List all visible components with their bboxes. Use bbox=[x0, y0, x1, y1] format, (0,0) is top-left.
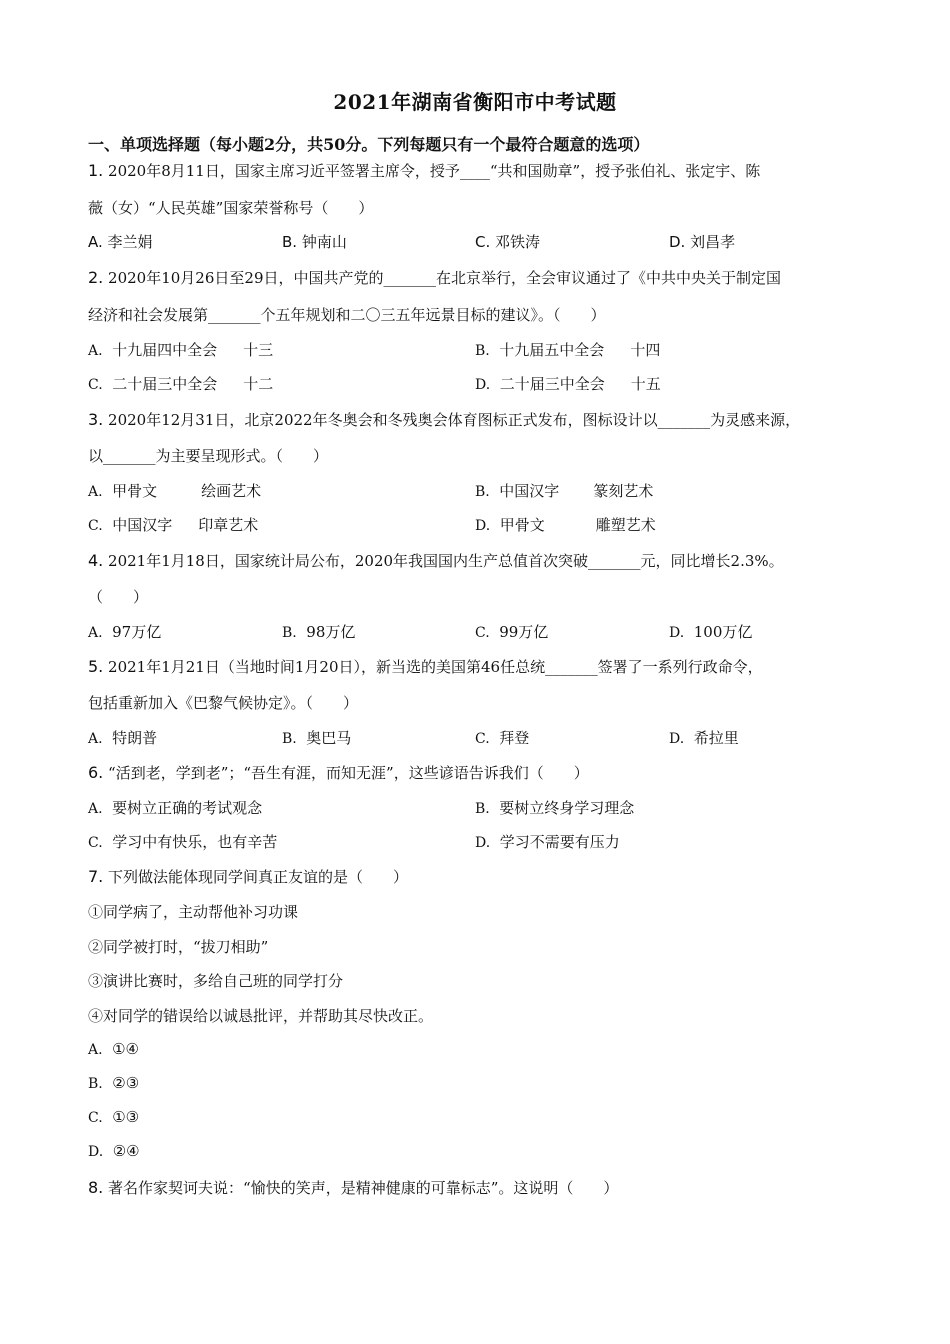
question-text: 下列做法能体现同学间真正友谊的是（ ） bbox=[108, 868, 409, 886]
question-8-line-1 bbox=[88, 1177, 618, 1198]
q7-option-c[interactable] bbox=[88, 1108, 139, 1126]
q1-option-d[interactable] bbox=[669, 231, 735, 252]
page-title: 2021年湖南省衡阳市中考试题 bbox=[333, 90, 617, 114]
question-text: 著名作家契诃夫说：“愉快的笑声，是精神健康的可靠标志”。这说明（ ） bbox=[108, 1179, 619, 1197]
option-letter: A. bbox=[88, 1042, 103, 1058]
q4-option-c[interactable] bbox=[475, 621, 548, 642]
option-text: 甲骨文 bbox=[499, 516, 545, 534]
question-4-line-2: （ ） bbox=[88, 588, 149, 606]
question-text: 2020年12月31日，北京2022年冬奥会和冬残奥会体育图标正式发布，图标设计以_______为灵感来源， bbox=[108, 411, 801, 429]
q2-option-b[interactable] bbox=[475, 339, 660, 360]
option-text: ②④ bbox=[112, 1142, 140, 1160]
q2-option-a[interactable] bbox=[88, 339, 273, 360]
q7-option-d[interactable] bbox=[88, 1142, 140, 1160]
option-text: 中国汉字 bbox=[112, 516, 173, 534]
option-text: 要树立正确的考试观念 bbox=[112, 799, 263, 817]
q1-option-b[interactable] bbox=[282, 231, 347, 252]
q3-option-d[interactable] bbox=[475, 514, 656, 535]
q6-option-b[interactable] bbox=[475, 797, 634, 818]
question-5-line-1 bbox=[88, 656, 763, 677]
q5-option-a[interactable] bbox=[88, 727, 157, 748]
question-number: 1. bbox=[88, 161, 104, 180]
q1-option-c[interactable] bbox=[475, 231, 540, 252]
option-text: 学习中有快乐，也有辛苦 bbox=[112, 833, 278, 851]
q4-option-b[interactable] bbox=[282, 621, 355, 642]
question-1-line-1 bbox=[88, 160, 760, 181]
option-text-2: 绘画艺术 bbox=[201, 482, 262, 500]
question-7-item: ①同学病了，主动帮他补习功课 bbox=[88, 903, 299, 921]
option-letter: D. bbox=[475, 518, 491, 534]
option-text: 邓铁涛 bbox=[495, 233, 541, 251]
question-text: 2021年1月21日（当地时间1月20日），新当选的美国第46任总统_______签署了一系列行政命令， bbox=[108, 658, 763, 676]
option-text: 甲骨文 bbox=[112, 482, 158, 500]
q2-option-d[interactable] bbox=[475, 373, 661, 394]
question-3-line-2: 以_______为主要呈现形式。（ ） bbox=[88, 447, 329, 465]
option-letter: B. bbox=[282, 625, 297, 641]
question-3-line-1 bbox=[88, 409, 800, 430]
question-text: 2020年8月11日，国家主席习近平签署主席令，授予____“共和国勋章”，授予张伯礼、张定宇、陈 bbox=[108, 162, 761, 180]
question-text: “活到老，学到老”；“吾生有涯，而知无涯”，这些谚语告诉我们（ ） bbox=[108, 764, 589, 782]
option-letter: D. bbox=[88, 1144, 104, 1160]
option-letter: D. bbox=[669, 625, 685, 641]
q5-option-d[interactable] bbox=[669, 727, 739, 748]
option-letter: A. bbox=[88, 233, 103, 251]
option-letter: C. bbox=[88, 1110, 103, 1126]
question-number: 6. bbox=[88, 763, 104, 782]
option-text: ①③ bbox=[112, 1108, 140, 1126]
option-letter: B. bbox=[282, 731, 297, 747]
option-letter: C. bbox=[475, 731, 490, 747]
option-letter: D. bbox=[475, 377, 491, 393]
option-text: 钟南山 bbox=[301, 233, 347, 251]
option-letter: A. bbox=[88, 343, 103, 359]
section-heading: 一、单项选择题（每小题2分，共50分。下列每题只有一个最符合题意的选项） bbox=[88, 135, 650, 154]
q3-option-b[interactable] bbox=[475, 480, 653, 501]
question-7-item: ③演讲比赛时，多给自己班的同学打分 bbox=[88, 972, 344, 990]
option-letter: D. bbox=[669, 731, 685, 747]
question-7-item: ④对同学的错误给以诚恳批评，并帮助其尽快改正。 bbox=[88, 1007, 434, 1025]
option-text: 100万亿 bbox=[693, 623, 753, 641]
option-text-2: 十二 bbox=[243, 375, 274, 393]
q2-option-c[interactable] bbox=[88, 373, 273, 394]
q7-option-b[interactable] bbox=[88, 1074, 139, 1092]
option-text: ①④ bbox=[112, 1040, 140, 1058]
question-5-line-2: 包括重新加入《巴黎气候协定》。（ ） bbox=[88, 694, 359, 712]
option-text: 二十届三中全会 bbox=[112, 375, 218, 393]
option-text: 98万亿 bbox=[306, 623, 356, 641]
q7-option-a[interactable] bbox=[88, 1040, 139, 1058]
question-1-line-2: 薇（女）“人民英雄”国家荣誉称号（ ） bbox=[88, 199, 374, 217]
option-letter: B. bbox=[282, 233, 298, 251]
question-number: 7. bbox=[88, 867, 104, 886]
option-letter: C. bbox=[475, 233, 491, 251]
option-letter: D. bbox=[475, 835, 491, 851]
question-number: 2. bbox=[88, 268, 104, 287]
question-2-line-1 bbox=[88, 267, 781, 288]
option-letter: A. bbox=[88, 731, 103, 747]
option-text-2: 十三 bbox=[243, 341, 274, 359]
option-text: 李兰娟 bbox=[107, 233, 153, 251]
q5-option-c[interactable] bbox=[475, 727, 529, 748]
q3-option-c[interactable] bbox=[88, 514, 258, 535]
question-number: 5. bbox=[88, 657, 104, 676]
question-2-line-2: 经济和社会发展第_______个五年规划和二〇三五年远景目标的建议》。（ ） bbox=[88, 306, 606, 324]
option-letter: B. bbox=[475, 484, 490, 500]
question-6-line-1 bbox=[88, 762, 589, 783]
q3-option-a[interactable] bbox=[88, 480, 261, 501]
option-text: 十九届四中全会 bbox=[112, 341, 218, 359]
q6-option-c[interactable] bbox=[88, 831, 277, 852]
q4-option-a[interactable] bbox=[88, 621, 161, 642]
question-4-line-1 bbox=[88, 550, 784, 571]
option-letter: A. bbox=[88, 484, 103, 500]
option-letter: C. bbox=[88, 377, 103, 393]
option-text-2: 篆刻艺术 bbox=[593, 482, 654, 500]
option-letter: C. bbox=[88, 518, 103, 534]
option-letter: B. bbox=[88, 1076, 103, 1092]
option-text: 拜登 bbox=[499, 729, 530, 747]
option-text: ②③ bbox=[112, 1074, 140, 1092]
q4-option-d[interactable] bbox=[669, 621, 752, 642]
option-text: 特朗普 bbox=[112, 729, 158, 747]
option-letter: B. bbox=[475, 343, 490, 359]
question-7-item: ②同学被打时，“拔刀相助” bbox=[88, 938, 269, 956]
option-text: 要树立终身学习理念 bbox=[499, 799, 635, 817]
option-text: 中国汉字 bbox=[499, 482, 560, 500]
question-number: 4. bbox=[88, 551, 104, 570]
option-text: 97万亿 bbox=[112, 623, 162, 641]
option-letter: C. bbox=[475, 625, 490, 641]
question-text: 2020年10月26日至29日，中国共产党的_______在北京举行，全会审议通过了《中共中央关于制定国 bbox=[108, 269, 781, 287]
option-text: 十九届五中全会 bbox=[499, 341, 605, 359]
question-number: 3. bbox=[88, 410, 104, 429]
question-number: 8. bbox=[88, 1178, 104, 1197]
option-text: 刘昌孝 bbox=[690, 233, 736, 251]
q6-option-a[interactable] bbox=[88, 797, 262, 818]
option-text: 二十届三中全会 bbox=[499, 375, 605, 393]
q5-option-b[interactable] bbox=[282, 727, 351, 748]
option-text: 希拉里 bbox=[693, 729, 739, 747]
option-text-2: 十五 bbox=[630, 375, 661, 393]
option-text: 奥巴马 bbox=[306, 729, 352, 747]
option-text-2: 雕塑艺术 bbox=[595, 516, 656, 534]
option-letter: A. bbox=[88, 625, 103, 641]
question-7-line-1 bbox=[88, 866, 408, 887]
option-letter: D. bbox=[669, 233, 686, 251]
option-text-2: 印章艺术 bbox=[198, 516, 259, 534]
option-letter: A. bbox=[88, 801, 103, 817]
option-letter: C. bbox=[88, 835, 103, 851]
option-letter: B. bbox=[475, 801, 490, 817]
option-text-2: 十四 bbox=[630, 341, 661, 359]
question-text: 2021年1月18日，国家统计局公布，2020年我国国内生产总值首次突破_______元，同比增长2.3%。 bbox=[108, 552, 784, 570]
option-text: 99万亿 bbox=[499, 623, 549, 641]
q6-option-d[interactable] bbox=[475, 831, 620, 852]
q1-option-a[interactable] bbox=[88, 231, 153, 252]
option-text: 学习不需要有压力 bbox=[499, 833, 620, 851]
